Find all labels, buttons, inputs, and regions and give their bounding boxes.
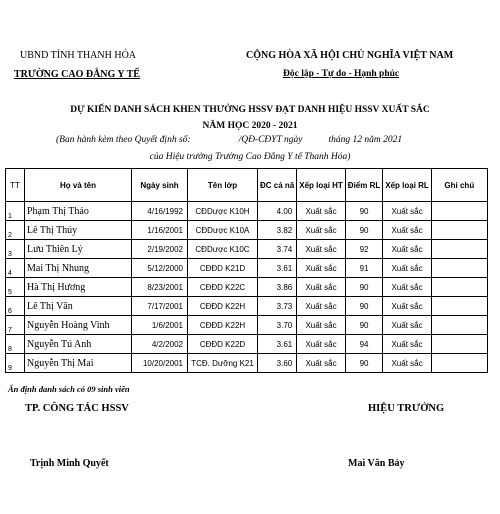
row-number: 3: [6, 240, 25, 259]
decree-part-3: tháng 12 năm 2021: [328, 135, 403, 145]
table-header-row: [6, 169, 488, 202]
table-row: [6, 335, 488, 354]
table-row: [6, 278, 488, 297]
row-number: 1: [6, 202, 25, 221]
gpa-score: 3.82: [258, 221, 297, 240]
student-name: Hà Thị Hương: [25, 278, 132, 297]
note: [431, 259, 487, 278]
column-header: Ngày sinh: [132, 169, 188, 202]
note: [431, 335, 487, 354]
column-header: Ghi chú: [431, 169, 487, 202]
conduct-score: 90: [345, 202, 382, 221]
conduct-score: 90: [345, 316, 382, 335]
column-header: Họ và tên: [25, 169, 132, 202]
conduct-score: 90: [345, 221, 382, 240]
conduct-rank: Xuất sắc: [383, 221, 432, 240]
note: [431, 278, 487, 297]
class-name: CĐĐD K22H: [188, 316, 258, 335]
study-rank: Xuất sắc: [297, 316, 346, 335]
row-number: 8: [6, 335, 25, 354]
summary-note: Ấn định danh sách có 09 sinh viên: [8, 384, 130, 394]
student-name: Lê Thị Thúy: [25, 221, 132, 240]
document-title: DỰ KIẾN DANH SÁCH KHEN THƯỞNG HSSV ĐẠT DANH HIỆU HSSV XUẤT SẮC: [70, 105, 430, 115]
birth-date: 4/2/2002: [132, 335, 188, 354]
column-header: ĐC cả nă: [258, 169, 297, 202]
signature-title-right: HIỆU TRƯỞNG: [368, 403, 445, 414]
table-row: [6, 259, 488, 278]
gpa-score: 4.00: [258, 202, 297, 221]
row-number: 5: [6, 278, 25, 297]
nation-title: CỘNG HÒA XÃ HỘI CHỦ NGHĨA VIỆT NAM: [246, 50, 454, 61]
signer-name-left: Trịnh Minh Quyết: [30, 458, 109, 469]
birth-date: 10/20/2001: [132, 354, 188, 373]
conduct-score: 90: [345, 297, 382, 316]
column-header: Xếp loại HT: [297, 169, 346, 202]
conduct-rank: Xuất sắc: [383, 297, 432, 316]
student-name: Phạm Thị Thảo: [25, 202, 132, 221]
study-rank: Xuất sắc: [297, 221, 346, 240]
note: [431, 202, 487, 221]
conduct-rank: Xuất sắc: [383, 278, 432, 297]
table-row: [6, 316, 488, 335]
row-number: 9: [6, 354, 25, 373]
student-name: Nguyễn Tú Anh: [25, 335, 132, 354]
conduct-score: 90: [345, 354, 382, 373]
column-header: Tên lớp: [188, 169, 258, 202]
conduct-rank: Xuất sắc: [383, 354, 432, 373]
birth-date: 1/16/2001: [132, 221, 188, 240]
gpa-score: 3.61: [258, 259, 297, 278]
decree-part-1: (Ban hành kèm theo Quyết định số:: [56, 135, 191, 145]
decree-line: [56, 135, 402, 145]
student-name: Nguyễn Hoàng Vinh: [25, 316, 132, 335]
birth-date: 4/16/1992: [132, 202, 188, 221]
class-name: CĐDược K10C: [188, 240, 258, 259]
conduct-rank: Xuất sắc: [383, 316, 432, 335]
school-name: TRƯỜNG CAO ĐẲNG Y TẾ: [14, 69, 140, 80]
student-name: Lưu Thiên Lý: [25, 240, 132, 259]
row-number: 6: [6, 297, 25, 316]
student-name: Mai Thị Nhung: [25, 259, 132, 278]
conduct-rank: Xuất sắc: [383, 259, 432, 278]
student-name: Lê Thị Vân: [25, 297, 132, 316]
note: [431, 297, 487, 316]
decree-part-2: /QĐ-CĐYT ngày: [238, 135, 303, 145]
class-name: CĐDược K10A: [188, 221, 258, 240]
column-header: TT: [6, 169, 25, 202]
study-rank: Xuất sắc: [297, 297, 346, 316]
conduct-score: 94: [345, 335, 382, 354]
gpa-score: 3.70: [258, 316, 297, 335]
table-row: [6, 240, 488, 259]
org-name: UBND TỈNH THANH HÓA: [20, 50, 137, 61]
gpa-score: 3.61: [258, 335, 297, 354]
gpa-score: 3.60: [258, 354, 297, 373]
class-name: CĐDược K10H: [188, 202, 258, 221]
class-name: CĐĐD K22H: [188, 297, 258, 316]
row-number: 7: [6, 316, 25, 335]
birth-date: 7/17/2001: [132, 297, 188, 316]
study-rank: Xuất sắc: [297, 354, 346, 373]
study-rank: Xuất sắc: [297, 259, 346, 278]
birth-date: 8/23/2001: [132, 278, 188, 297]
school-year: NĂM HỌC 2020 - 2021: [202, 121, 298, 131]
note: [431, 316, 487, 335]
study-rank: Xuất sắc: [297, 202, 346, 221]
class-name: CĐĐD K22C: [188, 278, 258, 297]
conduct-score: 90: [345, 278, 382, 297]
award-table: [5, 168, 488, 373]
row-number: 4: [6, 259, 25, 278]
decree-line-2: của Hiệu trưởng Trường Cao Đẳng Y tế Thanh Hóa): [149, 152, 351, 162]
conduct-score: 91: [345, 259, 382, 278]
birth-date: 2/19/2002: [132, 240, 188, 259]
note: [431, 240, 487, 259]
class-name: TCĐ. Dưỡng K21: [188, 354, 258, 373]
signer-name-right: Mai Văn Bảy: [348, 458, 405, 469]
column-header: Điểm RL: [345, 169, 382, 202]
gpa-score: 3.86: [258, 278, 297, 297]
table-row: [6, 354, 488, 373]
column-header: Xếp loại RL: [383, 169, 432, 202]
note: [431, 354, 487, 373]
birth-date: 5/12/2000: [132, 259, 188, 278]
table-row: [6, 221, 488, 240]
conduct-rank: Xuất sắc: [383, 202, 432, 221]
gpa-score: 3.73: [258, 297, 297, 316]
row-number: 2: [6, 221, 25, 240]
conduct-score: 92: [345, 240, 382, 259]
note: [431, 221, 487, 240]
national-motto: Độc lập - Tự do - Hạnh phúc: [283, 69, 400, 79]
study-rank: Xuất sắc: [297, 240, 346, 259]
table-row: [6, 202, 488, 221]
conduct-rank: Xuất sắc: [383, 240, 432, 259]
conduct-rank: Xuất sắc: [383, 335, 432, 354]
study-rank: Xuất sắc: [297, 278, 346, 297]
class-name: CĐĐD K22D: [188, 335, 258, 354]
birth-date: 1/6/2001: [132, 316, 188, 335]
signature-title-left: TP. CÔNG TÁC HSSV: [25, 403, 129, 414]
student-name: Nguyễn Thị Mai: [25, 354, 132, 373]
gpa-score: 3.74: [258, 240, 297, 259]
table-row: [6, 297, 488, 316]
table-body: [6, 202, 488, 373]
class-name: CĐĐD K21D: [188, 259, 258, 278]
study-rank: Xuất sắc: [297, 335, 346, 354]
